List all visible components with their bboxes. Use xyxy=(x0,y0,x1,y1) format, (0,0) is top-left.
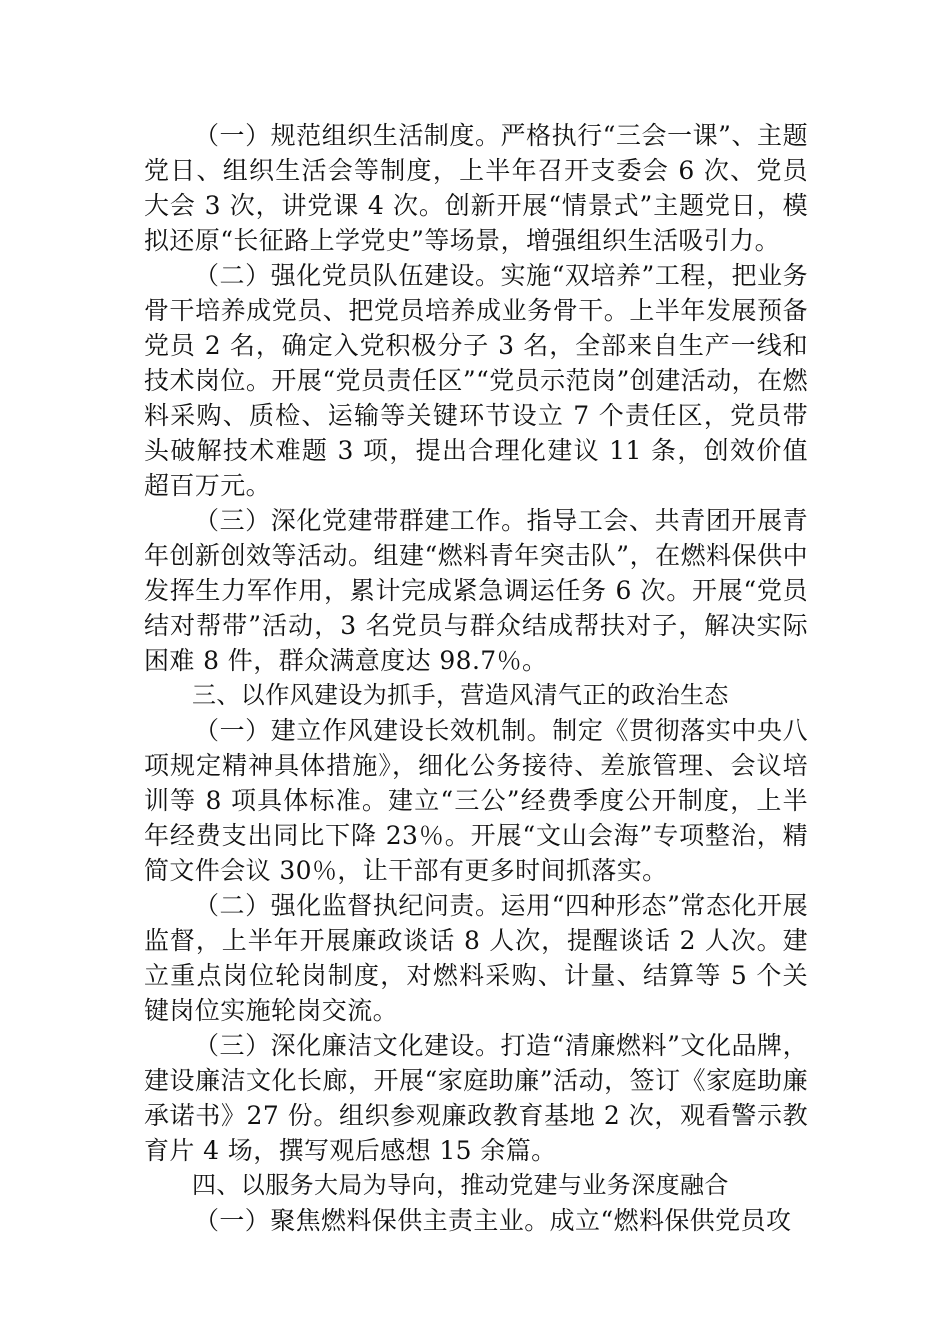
paragraph-integrity-culture: （三）深化廉洁文化建设。打造“清廉燃料”文化品牌，建设廉洁文化长廊，开展“家庭助廉”活动，签订《家庭助廉承诺书》27 份。组织参观廉政教育基地 2 次，观看警示教育片 4 场，撰写观后感想 15 余篇。 xyxy=(144,1031,808,1165)
paragraph-supervision: （二）强化监督执纪问责。运用“四种形态”常态化开展监督，上半年开展廉政谈话 8 人次，提醒谈话 2 人次。建立重点岗位轮岗制度，对燃料采购、计量、结算等 5 个关键岗位实施轮岗交流。 xyxy=(144,891,808,1025)
section-heading-conduct: 三、以作风建设为抓手，营造风清气正的政治生态 xyxy=(192,681,729,709)
paragraph-party-member-team: （二）强化党员队伍建设。实施“双培养”工程，把业务骨干培养成党员、把党员培养成业务骨干。上半年发展预备党员 2 名，确定入党积极分子 3 名，全部来自生产一线和技术岗位。开展“党员责任区”“党员示范岗”创建活动，在燃料采购、质检、运输等关键环节设立 7 个责任区，党员带头破解技术难题 3 项，提出合理化建议 11 条，创效价值超百万元。 xyxy=(144,261,808,500)
paragraph-party-building-mass-groups: （三）深化党建带群建工作。指导工会、共青团开展青年创新创效等活动。组建“燃料青年突击队”，在燃料保供中发挥生力军作用，累计完成紧急调运任务 6 次。开展“党员结对帮带”活动，3 名党员与群众结成帮扶对子，解决实际困难 8 件，群众满意度达 98.7％。 xyxy=(144,506,808,675)
paragraph-conduct-mechanism: （一）建立作风建设长效机制。制定《贯彻落实中央八项规定精神具体措施》，细化公务接待、差旅管理、会议培训等 8 项具体标准。建立“三公”经费季度公开制度，上半年经费支出同比下降 23％。开展“文山会海”专项整治，精简文件会议 30％，让干部有更多时间抓落实。 xyxy=(144,716,808,885)
paragraph-organizational-life: （一）规范组织生活制度。严格执行“三会一课”、主题党日、组织生活会等制度，上半年召开支委会 6 次、党员大会 3 次，讲党课 4 次。创新开展“情景式”主题党日，模拟还原“长征路上学党史”等场景，增强组织生活吸引力。 xyxy=(144,121,808,255)
section-heading-integration: 四、以服务大局为导向，推动党建与业务深度融合 xyxy=(192,1171,729,1199)
paragraph-fuel-supply: （一）聚焦燃料保供主责主业。成立“燃料保供党员攻 xyxy=(194,1206,792,1235)
document-body xyxy=(144,118,808,1238)
